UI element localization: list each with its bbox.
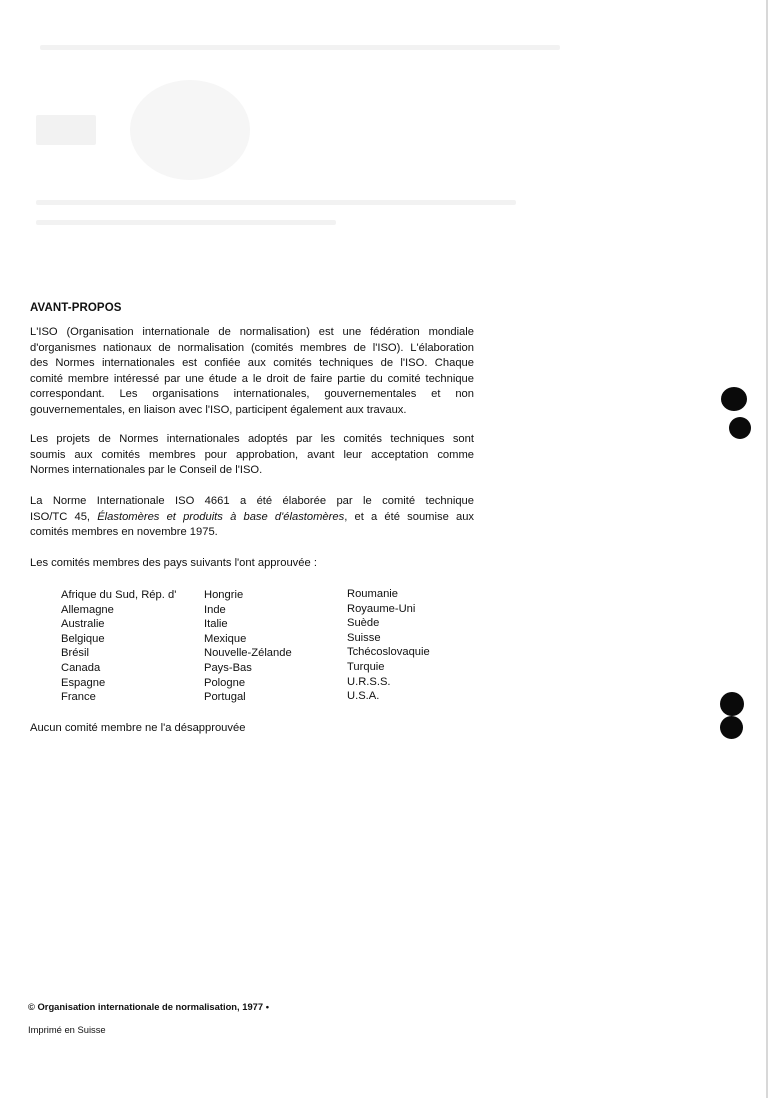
country-item: Roumanie <box>347 588 398 600</box>
text-line: gouvernementales, en liaison avec l'ISO, participent également aux travaux. <box>30 403 407 416</box>
country-item: U.S.A. <box>347 690 380 703</box>
printed-in-notice: Imprimé en Suisse <box>28 1024 106 1035</box>
punch-hole-dot <box>721 387 747 411</box>
country-item: Afrique du Sud, Rép. d' <box>61 589 177 601</box>
country-item: Espagne <box>61 676 106 689</box>
country-item: Tchécoslovaquie <box>347 646 430 659</box>
country-item: Mexique <box>204 632 247 645</box>
country-item: Canada <box>61 661 101 674</box>
text-line: Normes internationales par le Conseil de l'ISO. <box>30 464 263 477</box>
text-fragment: , et a été soumise aux <box>344 510 475 523</box>
country-item: France <box>61 691 96 704</box>
approval-intro <box>30 556 474 572</box>
country-item: Allemagne <box>61 603 114 616</box>
text-line: soumis aux comités membres pour approbation, avant leur acceptation comme <box>30 448 474 461</box>
disapproval-note <box>30 721 474 737</box>
text-line: des Normes internationales est confiée aux comités techniques de l'ISO. Chaque <box>30 357 474 370</box>
paragraph-drafts <box>30 432 474 479</box>
country-item: Hongrie <box>204 589 244 601</box>
country-item: Turquie <box>347 660 385 673</box>
text-line: L'ISO (Organisation internationale de normalisation) est une fédération mondiale <box>30 326 474 338</box>
text-line: comités membres en novembre 1975. <box>30 526 218 539</box>
country-item: Pologne <box>204 676 246 689</box>
text-line: La Norme Internationale ISO 4661 a été élaborée par le comité technique <box>30 495 474 507</box>
country-list-column-1 <box>61 588 176 705</box>
show-through-mark <box>130 80 250 180</box>
text-line: Aucun comité membre ne l'a désapprouvée <box>30 722 246 734</box>
country-item: Portugal <box>204 691 246 704</box>
show-through-mark <box>36 200 516 205</box>
punch-hole-dot <box>720 716 743 739</box>
text-line <box>30 510 474 526</box>
punch-hole-dot <box>720 692 744 716</box>
country-item: Royaume-Uni <box>347 602 416 615</box>
copyright-notice: © Organisation internationale de normalisation, 1977 • <box>28 1001 269 1012</box>
paragraph-foreword <box>30 325 474 419</box>
text-fragment: ISO/TC 45, <box>30 510 98 523</box>
show-through-mark <box>40 45 560 50</box>
country-item: Italie <box>204 618 228 631</box>
country-item: U.R.S.S. <box>347 675 391 688</box>
committee-title: Élastomères et produits à base d'élastomères <box>97 510 345 523</box>
country-item: Pays-Bas <box>204 661 252 674</box>
country-item: Inde <box>204 603 226 616</box>
country-item: Suisse <box>347 631 381 644</box>
text-line: Les comités membres des pays suivants l'ont approuvée : <box>30 557 317 569</box>
paragraph-standard <box>30 494 474 541</box>
punch-hole-dot <box>729 417 751 439</box>
country-item: Belgique <box>61 632 105 645</box>
country-item: Suède <box>347 617 380 630</box>
country-item: Brésil <box>61 647 89 660</box>
country-item: Australie <box>61 618 105 631</box>
section-heading: AVANT-PROPOS <box>30 302 122 314</box>
text-line: Les projets de Normes internationales adoptés par les comités techniques sont <box>30 433 474 445</box>
country-item: Nouvelle-Zélande <box>204 647 292 660</box>
text-line: d'organismes nationaux de normalisation (comités membres de l'ISO). L'élaboration <box>30 341 474 354</box>
text-line: correspondant. Les organisations internationales, gouvernementales et non <box>30 388 474 401</box>
show-through-mark <box>36 115 96 145</box>
country-list-column-3 <box>347 587 430 704</box>
text-line: comité membre intéressé par une étude a le droit de faire partie du comité technique <box>30 372 474 385</box>
country-list-column-2 <box>204 588 292 705</box>
show-through-mark <box>36 220 336 225</box>
